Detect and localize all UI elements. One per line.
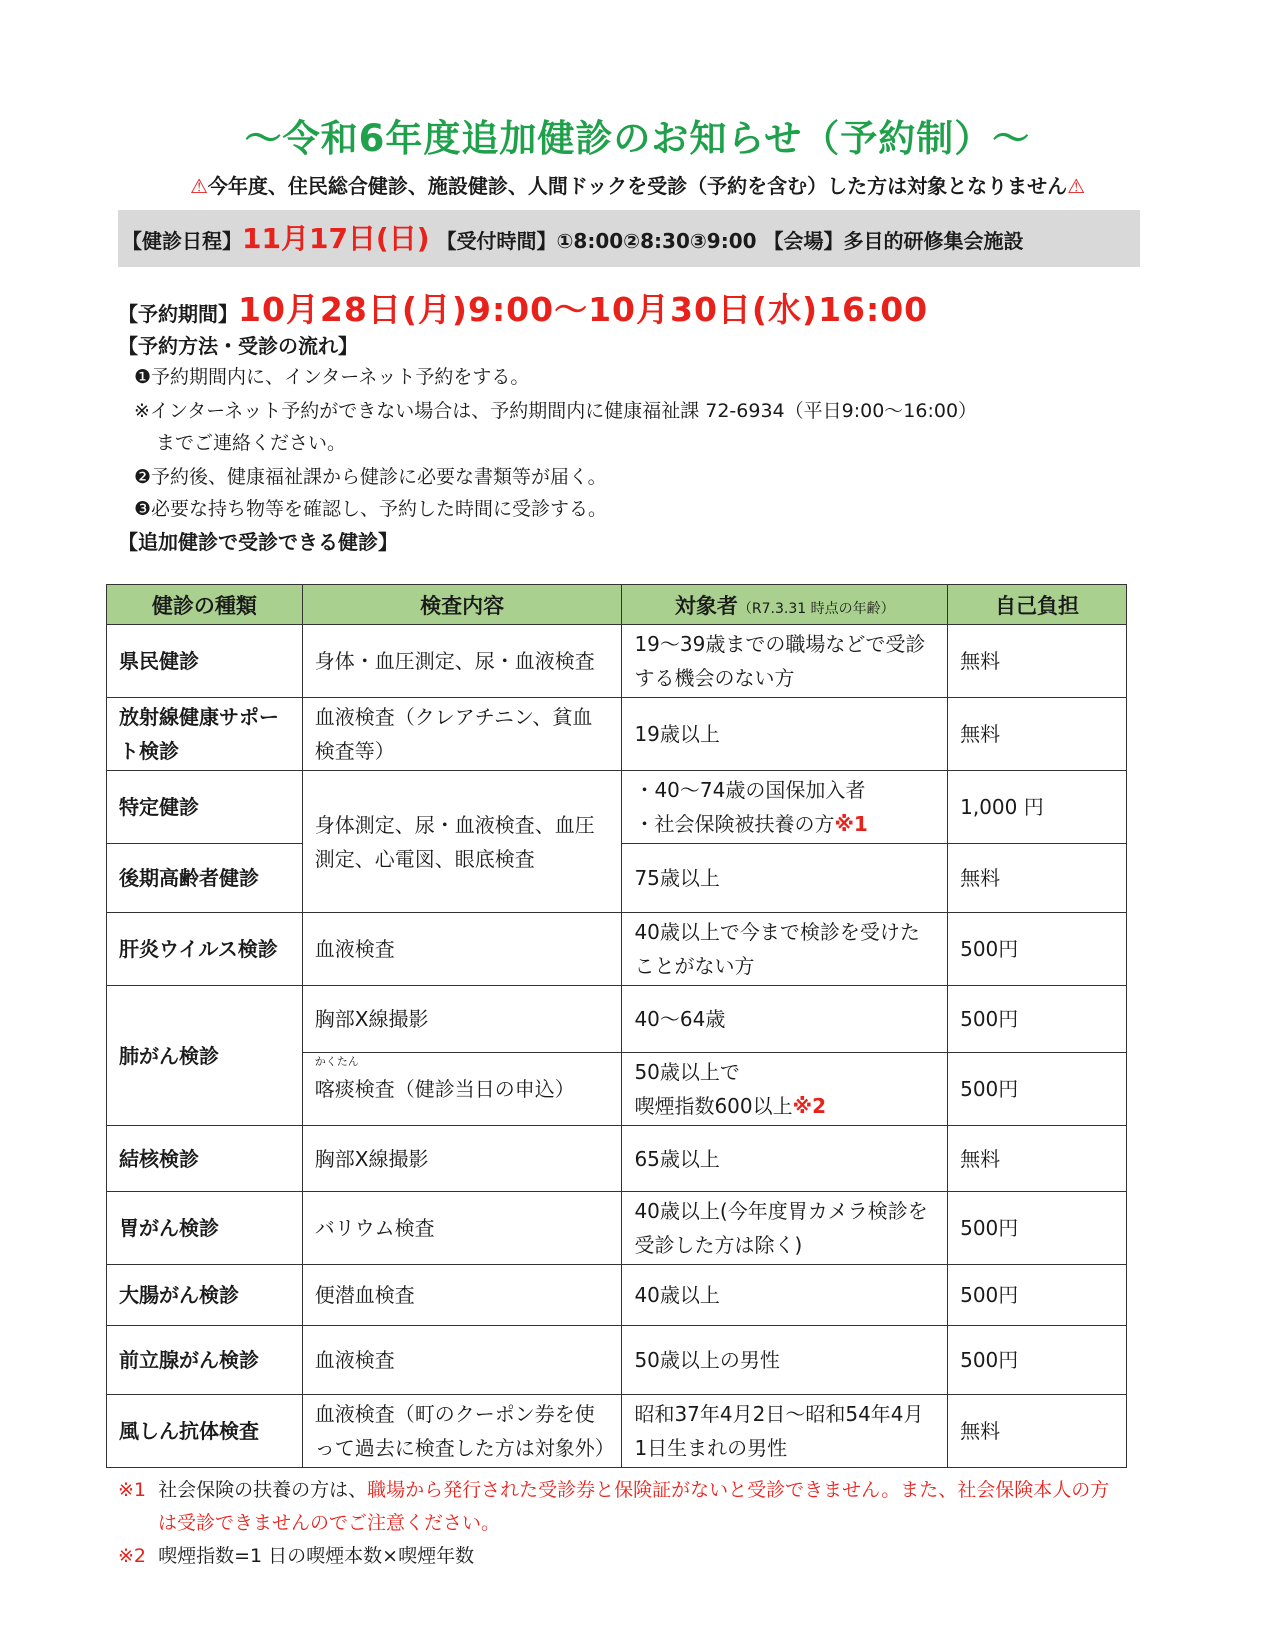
checkup-target: 75歳以上 [622, 844, 948, 913]
checkup-type: 後期高齢者健診 [107, 844, 303, 913]
checkup-type: 県民健診 [107, 625, 303, 698]
flow-heading: 【予約方法・受診の流れ】 [118, 334, 358, 358]
checkup-target: 19～39歳までの職場などで受診する機会のない方 [622, 625, 948, 698]
flow-note-1: ※インターネット予約ができない場合は、予約期間内に健康福祉課 72-6934（平日9:00～16:00） [134, 400, 978, 422]
checkup-cost: 無料 [948, 844, 1127, 913]
checkup-content: 胸部X線撮影 [302, 986, 622, 1053]
checkup-type: 結核検診 [107, 1126, 303, 1192]
table-row [107, 698, 1127, 771]
checkup-target: 40～64歳 [622, 986, 948, 1053]
flow-step-1: ❶予約期間内に、インターネット予約をする。 [134, 366, 530, 388]
checkup-cost: 無料 [948, 698, 1127, 771]
venue-value: 多目的研修集会施設 [843, 229, 1024, 253]
checkup-cost: 無料 [948, 625, 1127, 698]
checkup-type: 胃がん検診 [107, 1192, 303, 1265]
footnote-2: ※2 喫煙指数=1 日の喫煙本数×喫煙年数 [118, 1545, 475, 1567]
header-target: 対象者（R7.3.31 時点の年齢） [622, 585, 948, 625]
checkup-target: 40歳以上 [622, 1265, 948, 1326]
checkup-cost: 500円 [948, 1326, 1127, 1395]
checkup-content: 血液検査 [302, 913, 622, 986]
checkup-cost: 500円 [948, 986, 1127, 1053]
checkup-content: 身体測定、尿・血液検査、血圧測定、心電図、眼底検査 [302, 771, 622, 913]
flow-note-1b: までご連絡ください。 [156, 432, 347, 454]
header-cost: 自己負担 [948, 585, 1127, 625]
checkup-content: 身体・血圧測定、尿・血液検査 [302, 625, 622, 698]
header-type: 健診の種類 [107, 585, 303, 625]
checkup-type: 大腸がん検診 [107, 1265, 303, 1326]
checkup-content: バリウム検査 [302, 1192, 622, 1265]
checkup-target: 50歳以上で 喫煙指数600以上※2 [622, 1053, 948, 1126]
checkup-type: 特定健診 [107, 771, 303, 844]
table-row [107, 1326, 1127, 1395]
checkup-cost: 無料 [948, 1126, 1127, 1192]
table-row [107, 1126, 1127, 1192]
warning-icon: ⚠ [1067, 174, 1086, 198]
checkup-type: 肝炎ウイルス検診 [107, 913, 303, 986]
table-heading: 【追加健診で受診できる健診】 [118, 530, 398, 554]
checkup-target: ・40～74歳の国保加入者 ・社会保険被扶養の方※1 [622, 771, 948, 844]
checkup-type: 風しん抗体検査 [107, 1395, 303, 1468]
checkup-cost: 500円 [948, 913, 1127, 986]
checkup-target: 40歳以上(今年度胃カメラ検診を受診した方は除く) [622, 1192, 948, 1265]
checkup-content: 血液検査（クレアチニン、貧血検査等） [302, 698, 622, 771]
checkup-type: 肺がん検診 [107, 986, 303, 1126]
table-row [107, 1395, 1127, 1468]
reservation-label: 【予約期間】 [118, 302, 238, 326]
checkup-target: 65歳以上 [622, 1126, 948, 1192]
checkup-target: 昭和37年4月2日～昭和54年4月1日生まれの男性 [622, 1395, 948, 1468]
reservation-value: 10月28日(月)9:00～10月30日(水)16:00 [238, 290, 929, 329]
header-content: 検査内容 [302, 585, 622, 625]
date-value: 11月17日(日) [242, 222, 430, 255]
table-header-row [107, 585, 1127, 625]
footnotes [118, 1474, 1118, 1573]
flow-step-2: ❷予約後、健康福祉課から健診に必要な書類等が届く。 [134, 466, 607, 488]
checkup-type: 放射線健康サポート検診 [107, 698, 303, 771]
checkup-cost: 1,000 円 [948, 771, 1127, 844]
warning-text: 今年度、住民総合健診、施設健診、人間ドックを受診（予約を含む）した方は対象となりません [207, 174, 1068, 198]
eligibility-warning [0, 170, 1275, 199]
date-label: 【健診日程】 [122, 229, 242, 253]
time-value: ①8:00②8:30③9:00 [556, 229, 757, 253]
checkup-content: 血液検査 [302, 1326, 622, 1395]
table-row [107, 986, 1127, 1053]
reservation-period [118, 284, 928, 331]
table-row [107, 1192, 1127, 1265]
footnote-1: ※1 社会保険の扶養の方は、職場から発行された受診券と保険証がないと受診できません。また、社会保険本人の方は受診できませんのでご注意ください。 [118, 1479, 1110, 1534]
checkup-cost: 500円 [948, 1053, 1127, 1126]
checkup-content: 胸部X線撮影 [302, 1126, 622, 1192]
checkup-cost: 500円 [948, 1265, 1127, 1326]
page-title: ～令和6年度追加健診のお知らせ（予約制）～ [244, 117, 1031, 160]
checkup-content: 便潜血検査 [302, 1265, 622, 1326]
checkup-cost: 500円 [948, 1192, 1127, 1265]
time-label: 【受付時間】 [436, 229, 557, 253]
flow-step-3: ❸必要な持ち物等を確認し、予約した時間に受診する。 [134, 498, 608, 520]
schedule-band [118, 210, 1140, 267]
checkup-target: 19歳以上 [622, 698, 948, 771]
venue-label: 【会場】 [763, 229, 844, 253]
checkup-table [106, 584, 1127, 1468]
checkup-type: 前立腺がん検診 [107, 1326, 303, 1395]
checkup-content: かくたん 喀痰検査（健診当日の申込） [302, 1053, 622, 1126]
warning-icon: ⚠ [189, 174, 208, 198]
checkup-target: 40歳以上で今まで検診を受けたことがない方 [622, 913, 948, 986]
table-row [107, 625, 1127, 698]
table-row [107, 1265, 1127, 1326]
checkup-content: 血液検査（町のクーポン券を使って過去に検査した方は対象外） [302, 1395, 622, 1468]
table-row [107, 913, 1127, 986]
checkup-cost: 無料 [948, 1395, 1127, 1468]
table-row [107, 771, 1127, 844]
checkup-target: 50歳以上の男性 [622, 1326, 948, 1395]
